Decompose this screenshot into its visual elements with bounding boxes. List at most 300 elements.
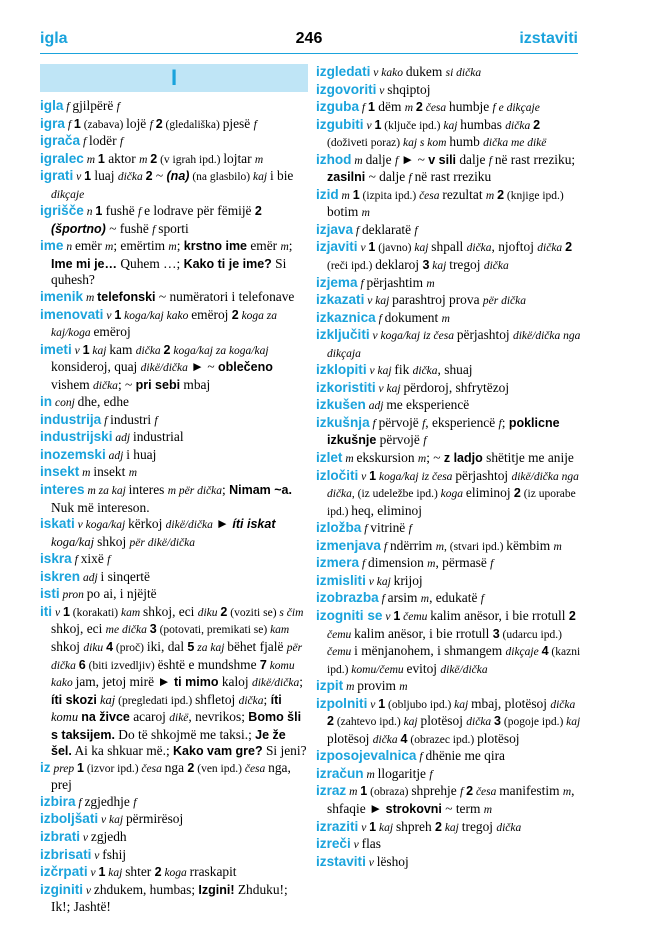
dictionary-entry: [316, 310, 582, 328]
translation: fushë: [102, 203, 138, 219]
translation: ► ~: [401, 151, 429, 167]
grammar-label: koga/kaj kako: [121, 309, 192, 322]
sense-note: (obraza): [367, 786, 412, 799]
headword: izboljšati: [40, 811, 99, 827]
grammar-label: f: [119, 136, 124, 149]
translation: , edukatë: [429, 590, 481, 606]
headword: ime: [40, 238, 64, 254]
sense-number: 2: [220, 604, 228, 619]
grammar-label: f: [101, 414, 111, 427]
grammar-label: m: [351, 154, 366, 167]
grammar-label: česa: [422, 102, 450, 115]
translation: mbaj: [180, 376, 211, 392]
grammar-label: për dikë/dička: [129, 536, 196, 549]
headword: izposojevalnica: [316, 748, 417, 764]
sense-number: 5: [187, 639, 195, 654]
grammar-label: česa: [419, 189, 443, 202]
left-column: [40, 64, 308, 916]
translation: jam, jetoj mirë ►: [75, 674, 175, 690]
grammar-label: f: [490, 558, 494, 571]
headword: izguba: [316, 99, 360, 115]
dictionary-entry: [316, 766, 582, 784]
grammar-label: m: [485, 189, 498, 202]
grammar-label: kaj: [566, 716, 581, 729]
translation: përmirësoj: [125, 811, 184, 827]
dictionary-entry: [316, 573, 582, 591]
translation: shfletoj: [195, 691, 239, 707]
translation: humb: [449, 134, 484, 150]
grammar-label: v: [91, 849, 103, 862]
dictionary-entry: [40, 604, 308, 760]
grammar-label: v: [365, 856, 377, 869]
dictionary-entry: [316, 450, 582, 468]
translation: zgjedh: [90, 828, 127, 844]
headword: isti: [40, 586, 60, 602]
sense-note: (v igrah ipd.): [157, 153, 224, 166]
dictionary-entry: [316, 836, 582, 854]
headword: izraz: [316, 783, 347, 799]
grammar-label: m për dička: [167, 485, 223, 498]
dictionary-entry: [40, 829, 308, 847]
grammar-label: čemu: [400, 610, 431, 623]
translation: kam: [109, 341, 136, 357]
headword: iskra: [40, 551, 72, 567]
grammar-label: për dička: [482, 295, 526, 308]
dictionary-entry: [40, 586, 308, 604]
sense-number: 1: [374, 117, 382, 132]
grammar-label: f: [414, 224, 418, 237]
grammar-label: v: [87, 867, 99, 880]
page-number: 246: [295, 30, 323, 47]
grammar-label: m: [404, 102, 416, 115]
translation: shpall: [431, 239, 467, 255]
translation: shkoj: [97, 533, 130, 549]
dictionary-entry: [40, 864, 308, 882]
grammar-label: adj: [112, 432, 133, 445]
grammar-label: m: [441, 312, 450, 325]
translation: tregoj: [461, 818, 497, 834]
sense-number: 2: [497, 187, 505, 202]
headword: igra: [40, 115, 65, 131]
sense-note: (reči ipd.): [327, 260, 376, 273]
headword: izlet: [316, 450, 343, 466]
translation: industrial: [132, 429, 184, 445]
grammar-label: dička: [135, 344, 164, 357]
dictionary-entry: [40, 133, 308, 151]
phrase: oblečeno: [217, 360, 273, 375]
grammar-label: f: [359, 558, 369, 571]
sense-number: 1: [82, 342, 90, 357]
headword: izložba: [316, 520, 362, 536]
translation: , shfaqie ►: [327, 783, 575, 816]
dictionary-entry: [316, 362, 582, 380]
grammar-label: dikë/dička: [140, 362, 191, 375]
grammar-label: f: [63, 101, 73, 113]
sense-number: 1: [62, 604, 70, 619]
dictionary-entry: [316, 538, 582, 556]
translation: llogaritje: [377, 765, 430, 781]
grammar-label: dička me dikë: [483, 137, 547, 150]
translation: me eksperiencë: [386, 397, 470, 413]
translation: kërkoj: [128, 516, 166, 532]
headword: izhod: [316, 151, 352, 167]
section-letter-banner: I: [40, 64, 308, 92]
headword: izobrazba: [316, 590, 379, 606]
grammar-label: kaj: [443, 119, 461, 132]
sense-number: 3: [422, 258, 430, 273]
grammar-label: dička: [483, 260, 509, 273]
sense-note: , (stvari ipd.): [444, 540, 507, 553]
grammar-label: dička: [117, 171, 146, 184]
grammar-label: m: [83, 153, 98, 166]
grammar-label: dička: [412, 365, 438, 378]
translation: luaj: [91, 168, 118, 184]
dictionary-entry: [40, 116, 308, 134]
grammar-label: dikçaje: [51, 188, 85, 201]
sense-number: 1: [352, 187, 360, 202]
translation: Quhem …;: [117, 255, 184, 271]
sense-number: 2: [163, 342, 171, 357]
grammar-label: v: [357, 242, 369, 255]
sense-number: 1: [97, 151, 105, 166]
grammar-label: n: [83, 206, 96, 219]
translation: dukem: [405, 64, 446, 79]
grammar-label: dička: [537, 242, 566, 255]
dictionary-entry: [40, 98, 308, 116]
phrase: z ladjo: [443, 451, 483, 466]
translation: ~ numëratori i telefonave: [155, 289, 295, 305]
sense-number: 2: [435, 819, 442, 834]
translation: shkoj, eci: [51, 621, 106, 637]
translation: rezultat: [442, 186, 486, 202]
grammar-label: v: [103, 309, 115, 322]
grammar-label: dička: [505, 119, 534, 132]
headword: imeti: [40, 341, 72, 357]
sense-number: 2: [513, 486, 521, 501]
sense-number: 2: [327, 714, 334, 729]
translation: tregoj: [449, 257, 484, 273]
grammar-label: f: [375, 312, 385, 325]
translation: mbaj, plotësoj: [471, 695, 551, 711]
translation: ;: [501, 414, 509, 430]
sense-number: 1: [368, 100, 375, 115]
sense-number: 2: [415, 100, 423, 115]
dictionary-entry: [316, 99, 582, 117]
translation: deklaroj: [375, 257, 423, 273]
grammar-label: v: [367, 698, 379, 711]
translation: eliminoj: [465, 485, 514, 501]
dictionary-entry: [40, 464, 308, 482]
dictionary-entry: [316, 468, 582, 521]
sense-note: (voziti se): [227, 606, 280, 619]
grammar-label: v: [376, 84, 388, 97]
translation: është e mundshme: [157, 656, 260, 672]
headword: izraziti: [316, 818, 359, 834]
grammar-label: m: [399, 681, 408, 694]
headword: izkušnja: [316, 414, 370, 430]
grammar-label: m: [435, 540, 444, 553]
grammar-label: f: [423, 435, 427, 448]
grammar-label: v kaj: [364, 295, 393, 308]
grammar-label: koga za kaj/koga: [51, 309, 278, 340]
phrase: Nimam ~a.: [229, 483, 292, 498]
translation: , nevrikos;: [188, 709, 249, 725]
grammar-label: v kaj: [375, 382, 404, 395]
sense-number: 1: [360, 784, 368, 799]
phrase: na živce: [81, 710, 130, 725]
sense-note: (gledališka): [162, 118, 223, 131]
sense-note: (izvor ipd.): [83, 762, 142, 775]
dictionary-entry: [40, 516, 308, 551]
headword: igrišče: [40, 203, 84, 219]
grammar-label: f: [64, 118, 74, 131]
sense-note: (pregledati ipd.): [115, 694, 196, 707]
grammar-label: f: [394, 154, 402, 167]
sense-number: 4: [541, 644, 549, 659]
dictionary-entry: [316, 292, 582, 310]
headword: izbira: [40, 793, 76, 809]
translation: shkoj, eci: [143, 603, 198, 619]
phrase: íti skozi: [51, 692, 97, 707]
grammar-label: dikë/dička: [251, 677, 300, 690]
sense-number: 1: [76, 760, 84, 775]
grammar-label: za kaj: [194, 641, 228, 654]
headword: izkušen: [316, 397, 366, 413]
dictionary-entry: [316, 117, 582, 152]
translation: pjesë: [222, 115, 254, 131]
translation: konsideroj, quaj: [51, 359, 141, 375]
dictionary-entry: [40, 569, 308, 587]
translation: po ai, i njëjtë: [86, 586, 157, 602]
grammar-label: v: [382, 610, 394, 623]
sense-note: (udarcu ipd.): [499, 628, 562, 641]
sense-note: (potovati, premikati se): [156, 624, 271, 637]
grammar-label: f: [116, 101, 120, 113]
translation: , përmasë: [435, 555, 491, 571]
translation: vishem: [51, 376, 94, 392]
translation: insekt: [93, 464, 129, 480]
sense-note: (knjige ipd.): [504, 189, 564, 202]
sense-number: 1: [114, 307, 122, 322]
sense-number: 3: [149, 622, 157, 637]
grammar-label: f: [408, 172, 415, 185]
translation: ; ~: [117, 376, 136, 392]
dictionary-entry: [40, 289, 308, 307]
sense-number: 4: [106, 639, 114, 654]
phrase: Kako vam gre?: [173, 744, 263, 759]
dictionary-entry: [316, 696, 582, 749]
grammar-label: komu kako: [51, 659, 295, 690]
grammar-label: f: [133, 796, 137, 809]
dictionary-entry: [40, 307, 308, 342]
grammar-label: kam: [121, 606, 144, 619]
grammar-label: v kaj: [366, 365, 395, 378]
headword: in: [40, 394, 53, 410]
grammar-label: koga: [440, 488, 466, 501]
grammar-label: v: [358, 470, 370, 483]
translation: acaroj: [129, 709, 170, 725]
translation: Zhduku!; Ik!; Jashtë!: [51, 881, 288, 915]
grammar-label: m: [426, 277, 435, 290]
grammar-label: m: [168, 241, 177, 254]
grammar-label: m: [363, 768, 378, 781]
headword: inozemski: [40, 446, 106, 462]
headword: izgovoriti: [316, 81, 377, 97]
italic-note: koga/kaj: [51, 534, 98, 549]
dictionary-entry: [40, 760, 308, 794]
headword: izključiti: [316, 327, 370, 343]
translation: këmbim: [506, 537, 554, 553]
grammar-label: m: [338, 189, 353, 202]
translation: emër: [74, 238, 106, 254]
grammar-label: m: [483, 803, 493, 816]
translation: dokument: [384, 309, 442, 325]
dictionary-entry: [316, 854, 582, 872]
sense-note: (obrazec ipd.): [407, 733, 478, 746]
headword: izkoristiti: [316, 379, 376, 395]
grammar-label: f: [460, 786, 467, 799]
grammar-label: për dička: [51, 641, 303, 672]
translation: vitrinë: [370, 520, 409, 536]
sense-note: , (iz udeležbe ipd.): [351, 488, 441, 501]
grammar-label: f: [378, 593, 388, 606]
translation: përdoroj, shfrytëzoj: [403, 379, 510, 395]
sense-note: (iz uporabe ipd.): [327, 488, 576, 518]
dictionary-entry: [40, 342, 308, 395]
grammar-label: dička: [466, 716, 495, 729]
grammar-label: m: [342, 453, 357, 466]
grammar-label: m: [562, 786, 572, 799]
translation: Do të shkojmë me taksi.;: [114, 726, 256, 742]
translation: ;: [288, 238, 293, 254]
phrase-italic: (športno): [51, 221, 106, 236]
sense-note: (na glasbilo): [189, 171, 253, 184]
grammar-label: v kaj: [98, 814, 126, 827]
grammar-label: v: [73, 171, 85, 184]
dictionary-entry: [40, 203, 308, 238]
phrase: Bomo šli s taksijem.: [51, 710, 302, 742]
grammar-label: f: [137, 206, 145, 219]
headword: imenik: [40, 289, 84, 305]
grammar-label: f: [498, 417, 502, 430]
translation: industri: [110, 411, 155, 427]
sense-number: 1: [393, 608, 401, 623]
grammar-label: f: [361, 523, 371, 536]
sense-number: 2: [533, 117, 541, 132]
headword: izgubiti: [316, 116, 364, 132]
grammar-label: v: [358, 821, 370, 834]
grammar-label: kaj: [429, 260, 450, 273]
translation: emëroj: [93, 324, 131, 340]
translation: dimension: [368, 555, 428, 571]
phrase: poklicne izkušnje: [327, 415, 560, 448]
translation: përvojë: [376, 432, 424, 448]
sense-note: (doživeti poraz): [327, 137, 403, 150]
grammar-label: m: [254, 153, 264, 166]
grammar-label: prep: [50, 762, 77, 775]
grammar-label: si dička: [445, 67, 482, 79]
sense-number: 1: [368, 240, 376, 255]
headword: iti: [40, 603, 53, 619]
dictionary-entry: [316, 187, 582, 222]
grammar-label: v: [71, 344, 83, 357]
grammar-label: kaj: [105, 867, 126, 880]
grammar-label: f: [380, 540, 390, 553]
dictionary-entry: [40, 551, 308, 569]
dictionary-entry: [316, 397, 582, 415]
translation: përjashtoj: [455, 467, 512, 483]
translation: interes: [128, 482, 168, 498]
grammar-label: f: [359, 102, 368, 115]
translation: deklaratë: [361, 221, 415, 237]
grammar-label: m: [420, 593, 430, 606]
translation: lojë: [126, 115, 150, 131]
translation: humbje: [449, 99, 493, 115]
grammar-label: m: [79, 467, 94, 480]
sense-number: 1: [73, 116, 81, 131]
grammar-label: česa: [141, 762, 165, 775]
translation: fik: [394, 362, 413, 378]
sense-note: (korakati): [69, 606, 121, 619]
grammar-label: kaj: [441, 821, 462, 834]
dictionary-entry: [316, 380, 582, 398]
grammar-label: f: [75, 796, 85, 809]
headword: izčrpati: [40, 864, 88, 880]
translation: i bie: [269, 168, 294, 184]
headword: iskati: [40, 516, 75, 532]
dictionary-entry: [40, 847, 308, 865]
translation: zgjedhje: [84, 793, 134, 809]
headword: izkazati: [316, 292, 365, 308]
translation: Ai ka shkuar më.;: [71, 743, 174, 759]
grammar-label: m: [280, 241, 289, 254]
headword: igla: [40, 98, 64, 113]
grammar-label: m: [361, 207, 370, 220]
grammar-label: komu/čemu: [351, 663, 407, 676]
translation: kalim anësor, i bie rrotull: [430, 607, 569, 623]
translation: e lodrave për fëmijë: [144, 203, 255, 219]
sense-number: 3: [492, 626, 500, 641]
page-header: [40, 30, 578, 52]
sense-number: 2: [568, 608, 576, 623]
translation: përvojë: [378, 414, 423, 430]
sense-number: 2: [231, 307, 239, 322]
grammar-label: f: [408, 523, 412, 536]
dictionary-entry: [316, 520, 582, 538]
dictionary-entry: [40, 447, 308, 465]
grammar-label: conj: [52, 397, 78, 410]
dictionary-entry: [316, 327, 582, 362]
dictionary-entry: [316, 590, 582, 608]
sense-note: (ven ipd.): [194, 762, 245, 775]
sense-note: (biti izvedljiv): [85, 659, 158, 672]
grammar-label: dikë/dička: [165, 519, 216, 532]
grammar-label: diku: [83, 641, 107, 654]
headword: izjava: [316, 221, 354, 237]
grammar-label: v kako: [370, 67, 406, 79]
headword: izračun: [316, 765, 364, 781]
dictionary-entry: [40, 168, 308, 203]
translation: emër: [247, 238, 281, 254]
grammar-label: m: [346, 786, 361, 799]
grammar-label: f: [80, 136, 90, 149]
phrase-italic: íti iskat: [232, 517, 276, 532]
grammar-label: koga: [161, 867, 190, 880]
headword: igrati: [40, 168, 74, 184]
sense-note: (zahtevo ipd.): [333, 716, 404, 729]
translation: shprehje: [411, 783, 461, 799]
dictionary-entry: [316, 555, 582, 573]
